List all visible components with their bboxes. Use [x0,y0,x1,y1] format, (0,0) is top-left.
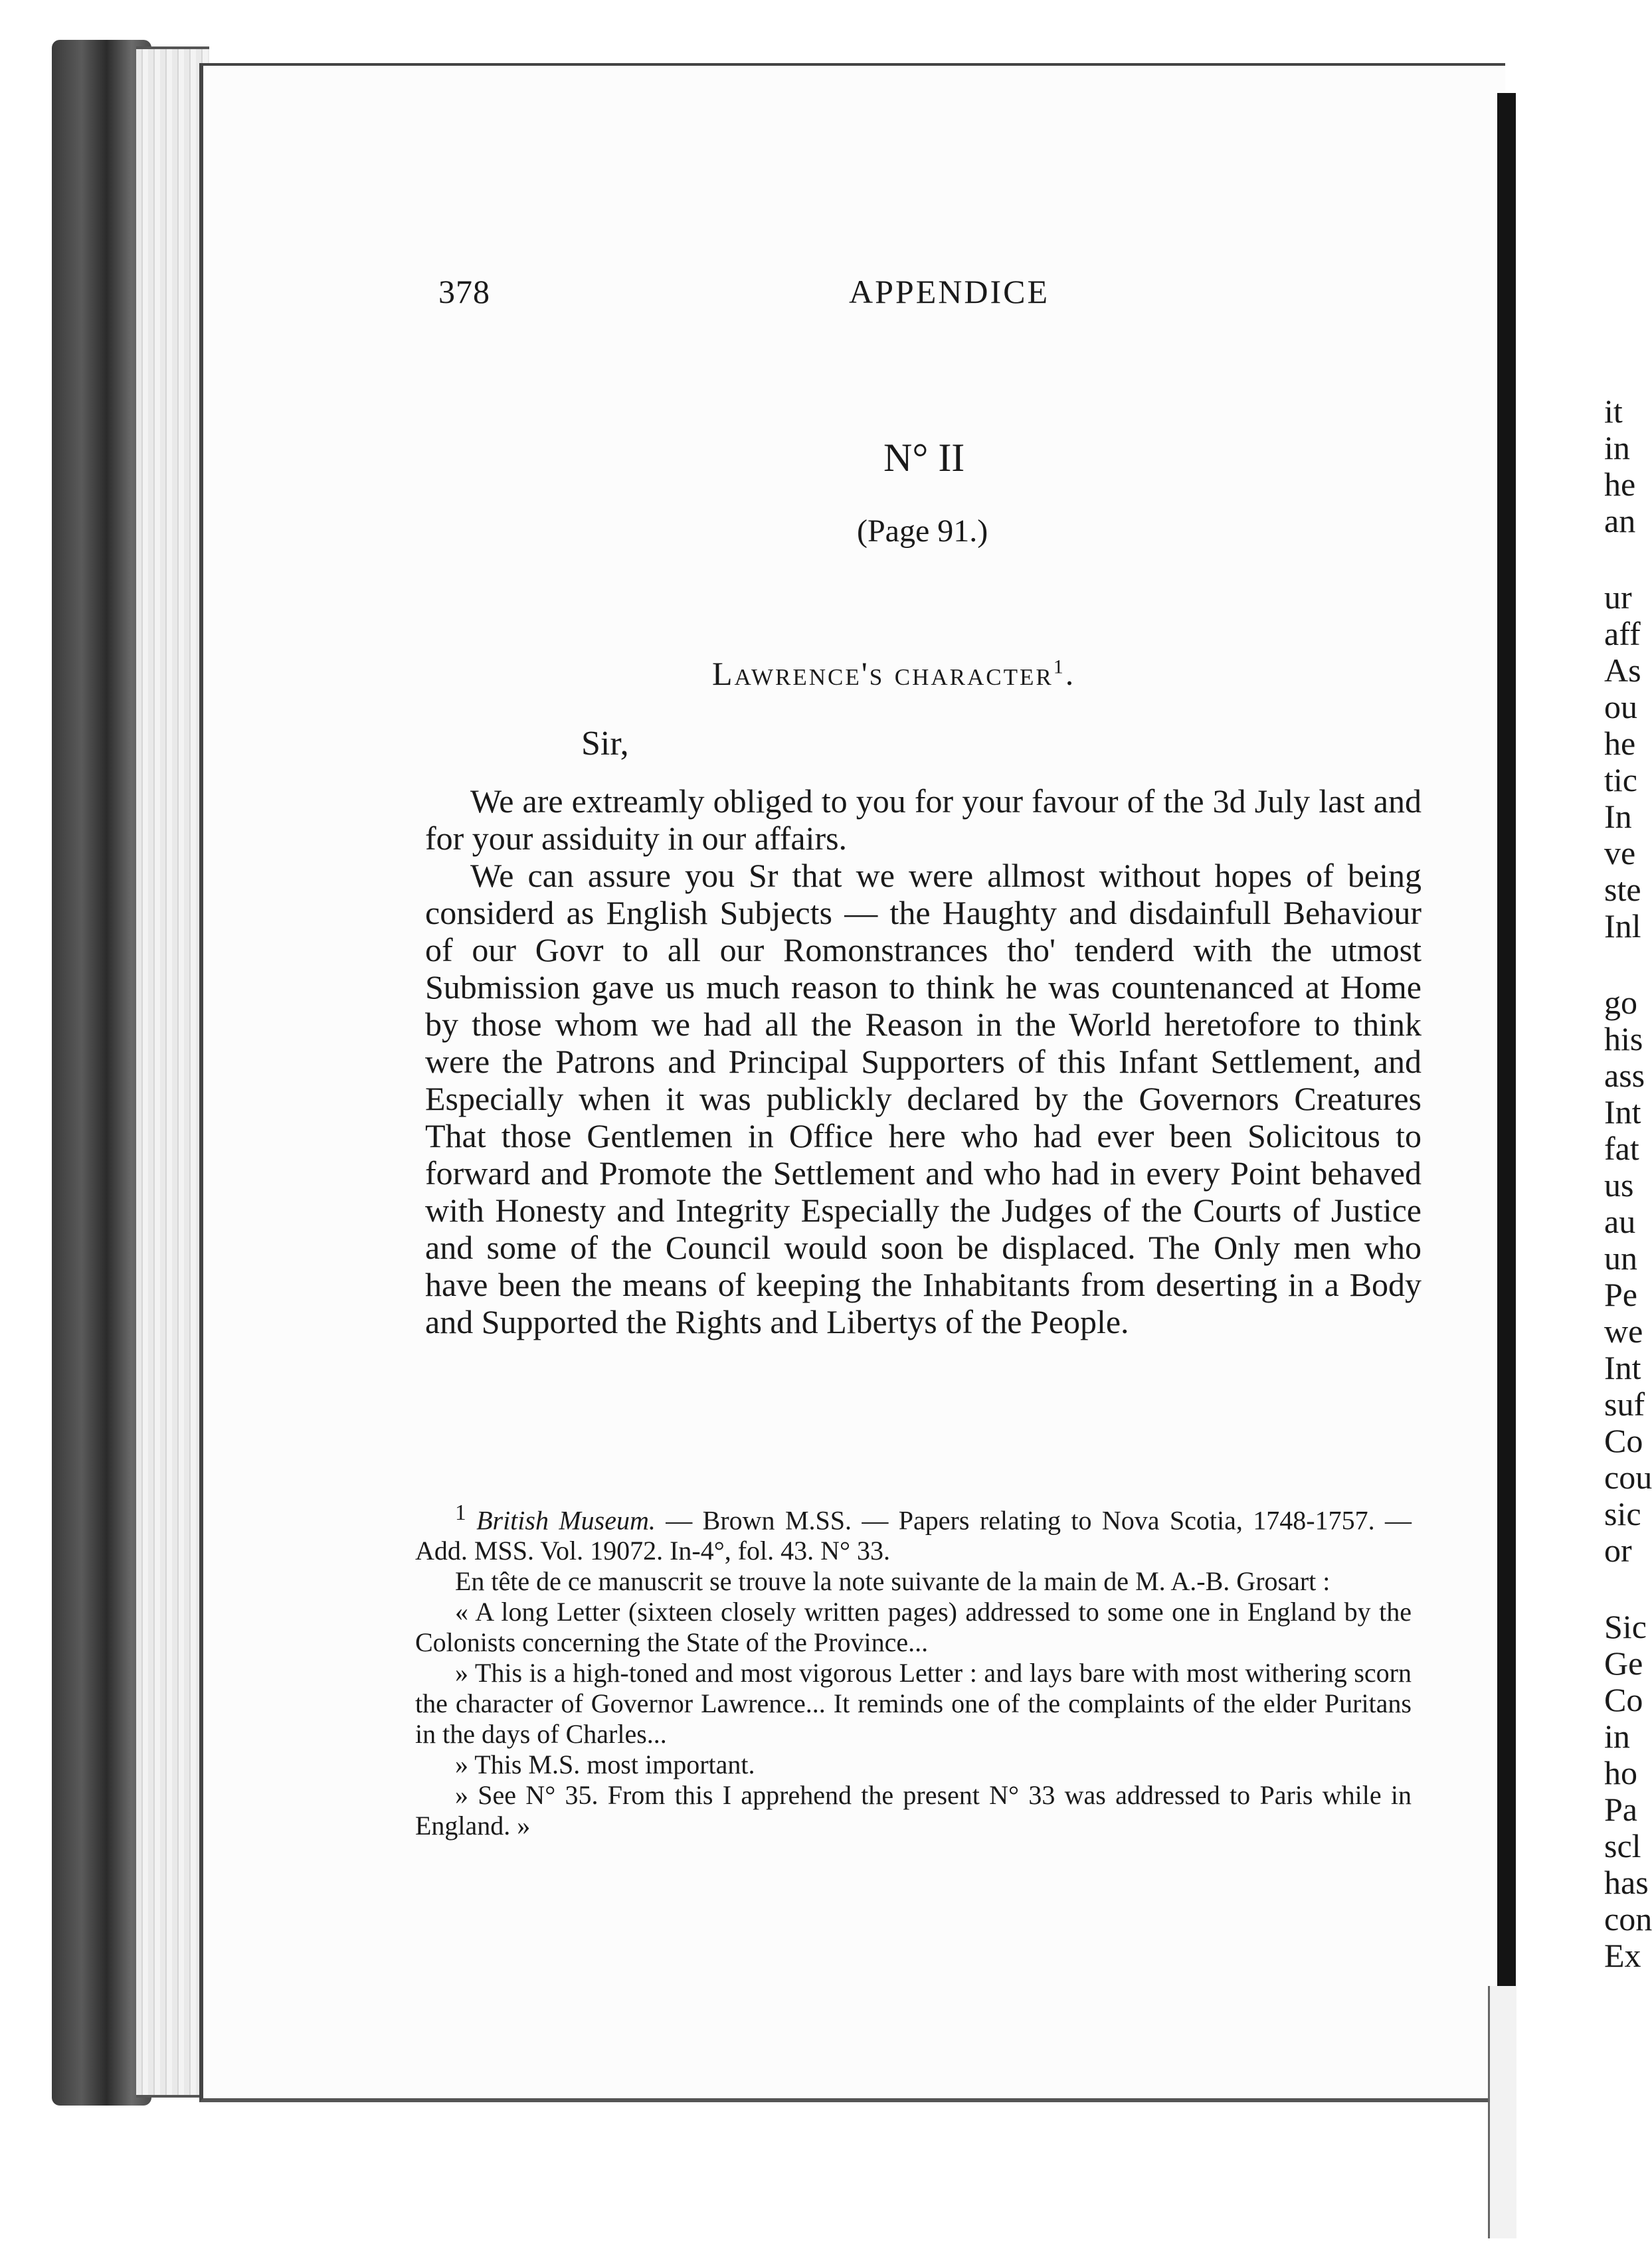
footnote-quote-line: « A long Letter (sixteen closely written pages) addressed to some one in England by the Colonists concerning the State of the Province... [415,1597,1412,1658]
document-number: N° II [883,436,965,480]
right-page-fragment: in [1604,429,1630,466]
right-page-fragment: Int [1604,1093,1641,1130]
footnote-source-details: — Brown M.SS. — Papers relating to Nova Scotia, 1748-1757. — Add. MSS. Vol. 19072. In-4°, fol. 43. N° 33. [415,1505,1412,1566]
right-page-fragment: ass [1604,1057,1645,1094]
body-paragraph: We can assure you Sr that we were allmost without hopes of being considerd as English Subjects — the Haughty and disdainfull Behaviour of our Govr to all our Romonstrances tho' tenderd with the utmost Submission gave us much reason to think he was countenanced at Home by those whom we had all the Reason in the World heretofore to think were the Patrons and Principal Supporters of this Infant Settlement, and Especially when it was publickly declared by the Governors Creatures That those Gentlemen in Office here who had ever been Solicitous to forward and Promote the Settlement and who had in every Point behaved with Honesty and Integrity Especially the Judges of the Courts of Justice and some of the Council would soon be displaced. The Only men who have been the means of keeping the Inhabitants from deserting in a Body and Supported the Rights and Libertys of the People. [425,857,1422,1340]
right-page-fragment: Int [1604,1349,1641,1386]
right-page-fragment: we [1604,1312,1643,1350]
right-page-fragment: sic [1604,1495,1641,1532]
footnote-quote-line: » This M.S. most important. [455,1750,755,1780]
right-page-fragment: he [1604,466,1636,503]
footnote-quote-line: » This is a high-toned and most vigorous Letter : and lays bare with most withering scorn the character of Governor Lawrence... It reminds one of the complaints of the elder Puritans in the days of Charles... [415,1658,1412,1750]
right-page-fragment: Pa [1604,1791,1637,1828]
right-page-fragment: go [1604,984,1637,1021]
right-page-fragment: con [1604,1900,1652,1938]
right-page-fragment: us [1604,1166,1634,1204]
right-page-fragment: Pe [1604,1276,1637,1313]
right-page-fragment: ur [1604,579,1632,616]
right-page-fragment: ve [1604,834,1636,871]
right-page-fragment: Co [1604,1422,1643,1459]
book-gutter [1497,93,1516,2006]
letter-body [425,782,1422,1340]
right-page-fragment: In [1604,798,1632,835]
footnote-source-title: British Museum. [476,1505,656,1536]
footnote-number: 1 [455,1500,466,1525]
footnotes [415,1498,1412,1841]
page-reference: (Page 91.) [857,513,988,549]
page-edges [136,46,209,2098]
footnote-source [415,1498,1412,1566]
right-page-fragment: his [1604,1020,1643,1057]
footnote-marker: 1 [1053,656,1065,678]
section-title-text: Lawrence's character [712,655,1054,692]
salutation: Sir, [581,725,629,763]
body-paragraph: We are extreamly obliged to you for your favour of the 3d July last and for your assiduity in our affairs. [425,782,1422,857]
right-page-fragment: Inl [1604,907,1641,945]
right-page-fragment: As [1604,652,1641,689]
right-page-fragment: ste [1604,871,1641,908]
footnote-quote-line: » See N° 35. From this I apprehend the present N° 33 was addressed to Paris while in England. » [415,1780,1412,1841]
footnote-intro: En tête de ce manuscrit se trouve la note suivante de la main de M. A.-B. Grosart : [455,1566,1331,1597]
right-page-fragment: or [1604,1532,1632,1569]
right-page-fragment: in [1604,1718,1630,1755]
right-page-fragment: un [1604,1239,1637,1277]
right-page-fragment: ho [1604,1754,1637,1791]
right-page-fragment: scl [1604,1827,1641,1864]
section-title: Lawrence's character$^1$. [712,655,1076,692]
right-page-fragment: Ge [1604,1645,1643,1682]
right-page-fragment: suf [1604,1386,1645,1423]
right-page-edge [1488,1986,1516,2238]
right-page-fragment: aff [1604,615,1641,652]
right-page-fragment: au [1604,1203,1636,1240]
right-page-fragment: cou [1604,1459,1652,1496]
right-page-fragment: an [1604,502,1636,539]
right-page-fragment: Sic [1604,1608,1647,1645]
right-page-fragment: he [1604,725,1636,762]
page-number: 378 [438,273,490,310]
right-page-fragment: has [1604,1864,1649,1901]
right-page-fragment: tic [1604,761,1637,798]
right-page-fragment: Ex [1604,1937,1641,1974]
right-page-fragment: ou [1604,688,1637,725]
right-page-fragment: Co [1604,1681,1643,1718]
right-page-fragment: it [1604,393,1623,430]
running-head: APPENDICE [849,273,1050,310]
right-page-fragment: fat [1604,1130,1639,1167]
